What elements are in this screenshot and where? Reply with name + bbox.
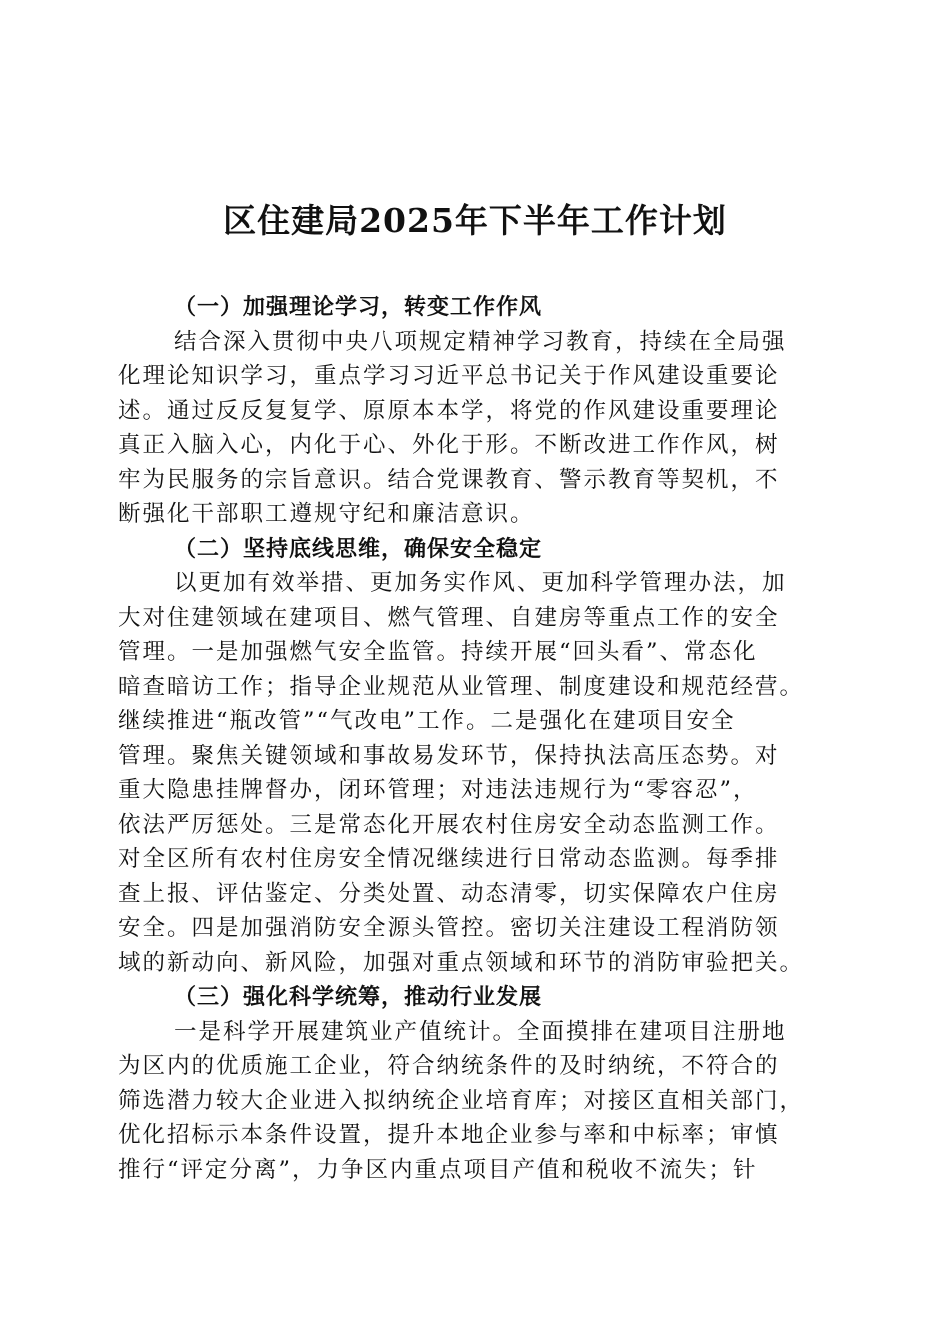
section-heading-3: （三）强化科学统筹，推动行业发展 (174, 984, 543, 1010)
text-line: 重大隐患挂牌督办，闭环管理；对违法违规行为“零容忍”， (118, 777, 758, 803)
document-title: 区住建局2025年下半年工作计划 (223, 201, 727, 240)
section-heading-1: （一）加强理论学习，转变工作作风 (174, 294, 543, 320)
text-line: 依法严厉惩处。三是常态化开展农村住房安全动态监测工作。 (118, 811, 780, 838)
text-line: 牢为民服务的宗旨意识。结合党课教育、警示教育等契机，不 (118, 466, 780, 493)
section-paragraph-1 (118, 325, 830, 532)
text-line: 化理论知识学习，重点学习习近平总书记关于作风建设重要论 (118, 363, 780, 389)
text-line: 推行“评定分离”，力争区内重点项目产值和税收不流失；针 (118, 1156, 758, 1183)
text-line: 断强化干部职工遵规守纪和廉洁意识。 (118, 501, 535, 527)
text-line: 一是科学开展建筑业产值统计。全面摸排在建项目注册地 (174, 1018, 787, 1045)
text-line: 为区内的优质施工企业，符合纳统条件的及时纳统，不符合的 (118, 1053, 780, 1079)
text-line: 对全区所有农村住房安全情况继续进行日常动态监测。每季排 (118, 846, 780, 872)
section-heading-2: （二）坚持底线思维，确保安全稳定 (174, 535, 543, 562)
text-line: 管理。一是加强燃气安全监管。持续开展“回头看”、常态化 (118, 639, 758, 665)
text-line: 优化招标示本条件设置，提升本地企业参与率和中标率；审慎 (118, 1122, 780, 1148)
text-line: 安全。四是加强消防安全源头管控。密切关注建设工程消防领 (118, 915, 780, 941)
text-line: 以更加有效举措、更加务实作风、更加科学管理办法，加 (174, 570, 787, 596)
section-paragraph-2 (118, 566, 830, 980)
text-line: 筛选潜力较大企业进入拟纳统企业培育库；对接区直相关部门， (118, 1087, 805, 1114)
text-line: 查上报、评估鉴定、分类处置、动态清零，切实保障农户住房 (118, 880, 780, 907)
text-line: 继续推进“瓶改管”“气改电”工作。二是强化在建项目安全 (118, 708, 736, 734)
text-line: 暗查暗访工作；指导企业规范从业管理、制度建设和规范经营。 (118, 673, 805, 700)
section-paragraph-3 (118, 1015, 830, 1188)
document-body (118, 290, 830, 1187)
text-line: 述。通过反反复复学、原原本本学，将党的作风建设重要理论 (118, 397, 780, 424)
text-line: 真正入脑入心，内化于心、外化于形。不断改进工作作风，树 (118, 432, 780, 458)
text-line: 管理。聚焦关键领域和事故易发环节，保持执法高压态势。对 (118, 742, 780, 769)
text-line: 大对住建领域在建项目、燃气管理、自建房等重点工作的安全 (118, 604, 780, 631)
text-line: 结合深入贯彻中央八项规定精神学习教育，持续在全局强 (174, 328, 787, 355)
text-line: 域的新动向、新风险，加强对重点领域和环节的消防审验把关。 (118, 949, 805, 976)
